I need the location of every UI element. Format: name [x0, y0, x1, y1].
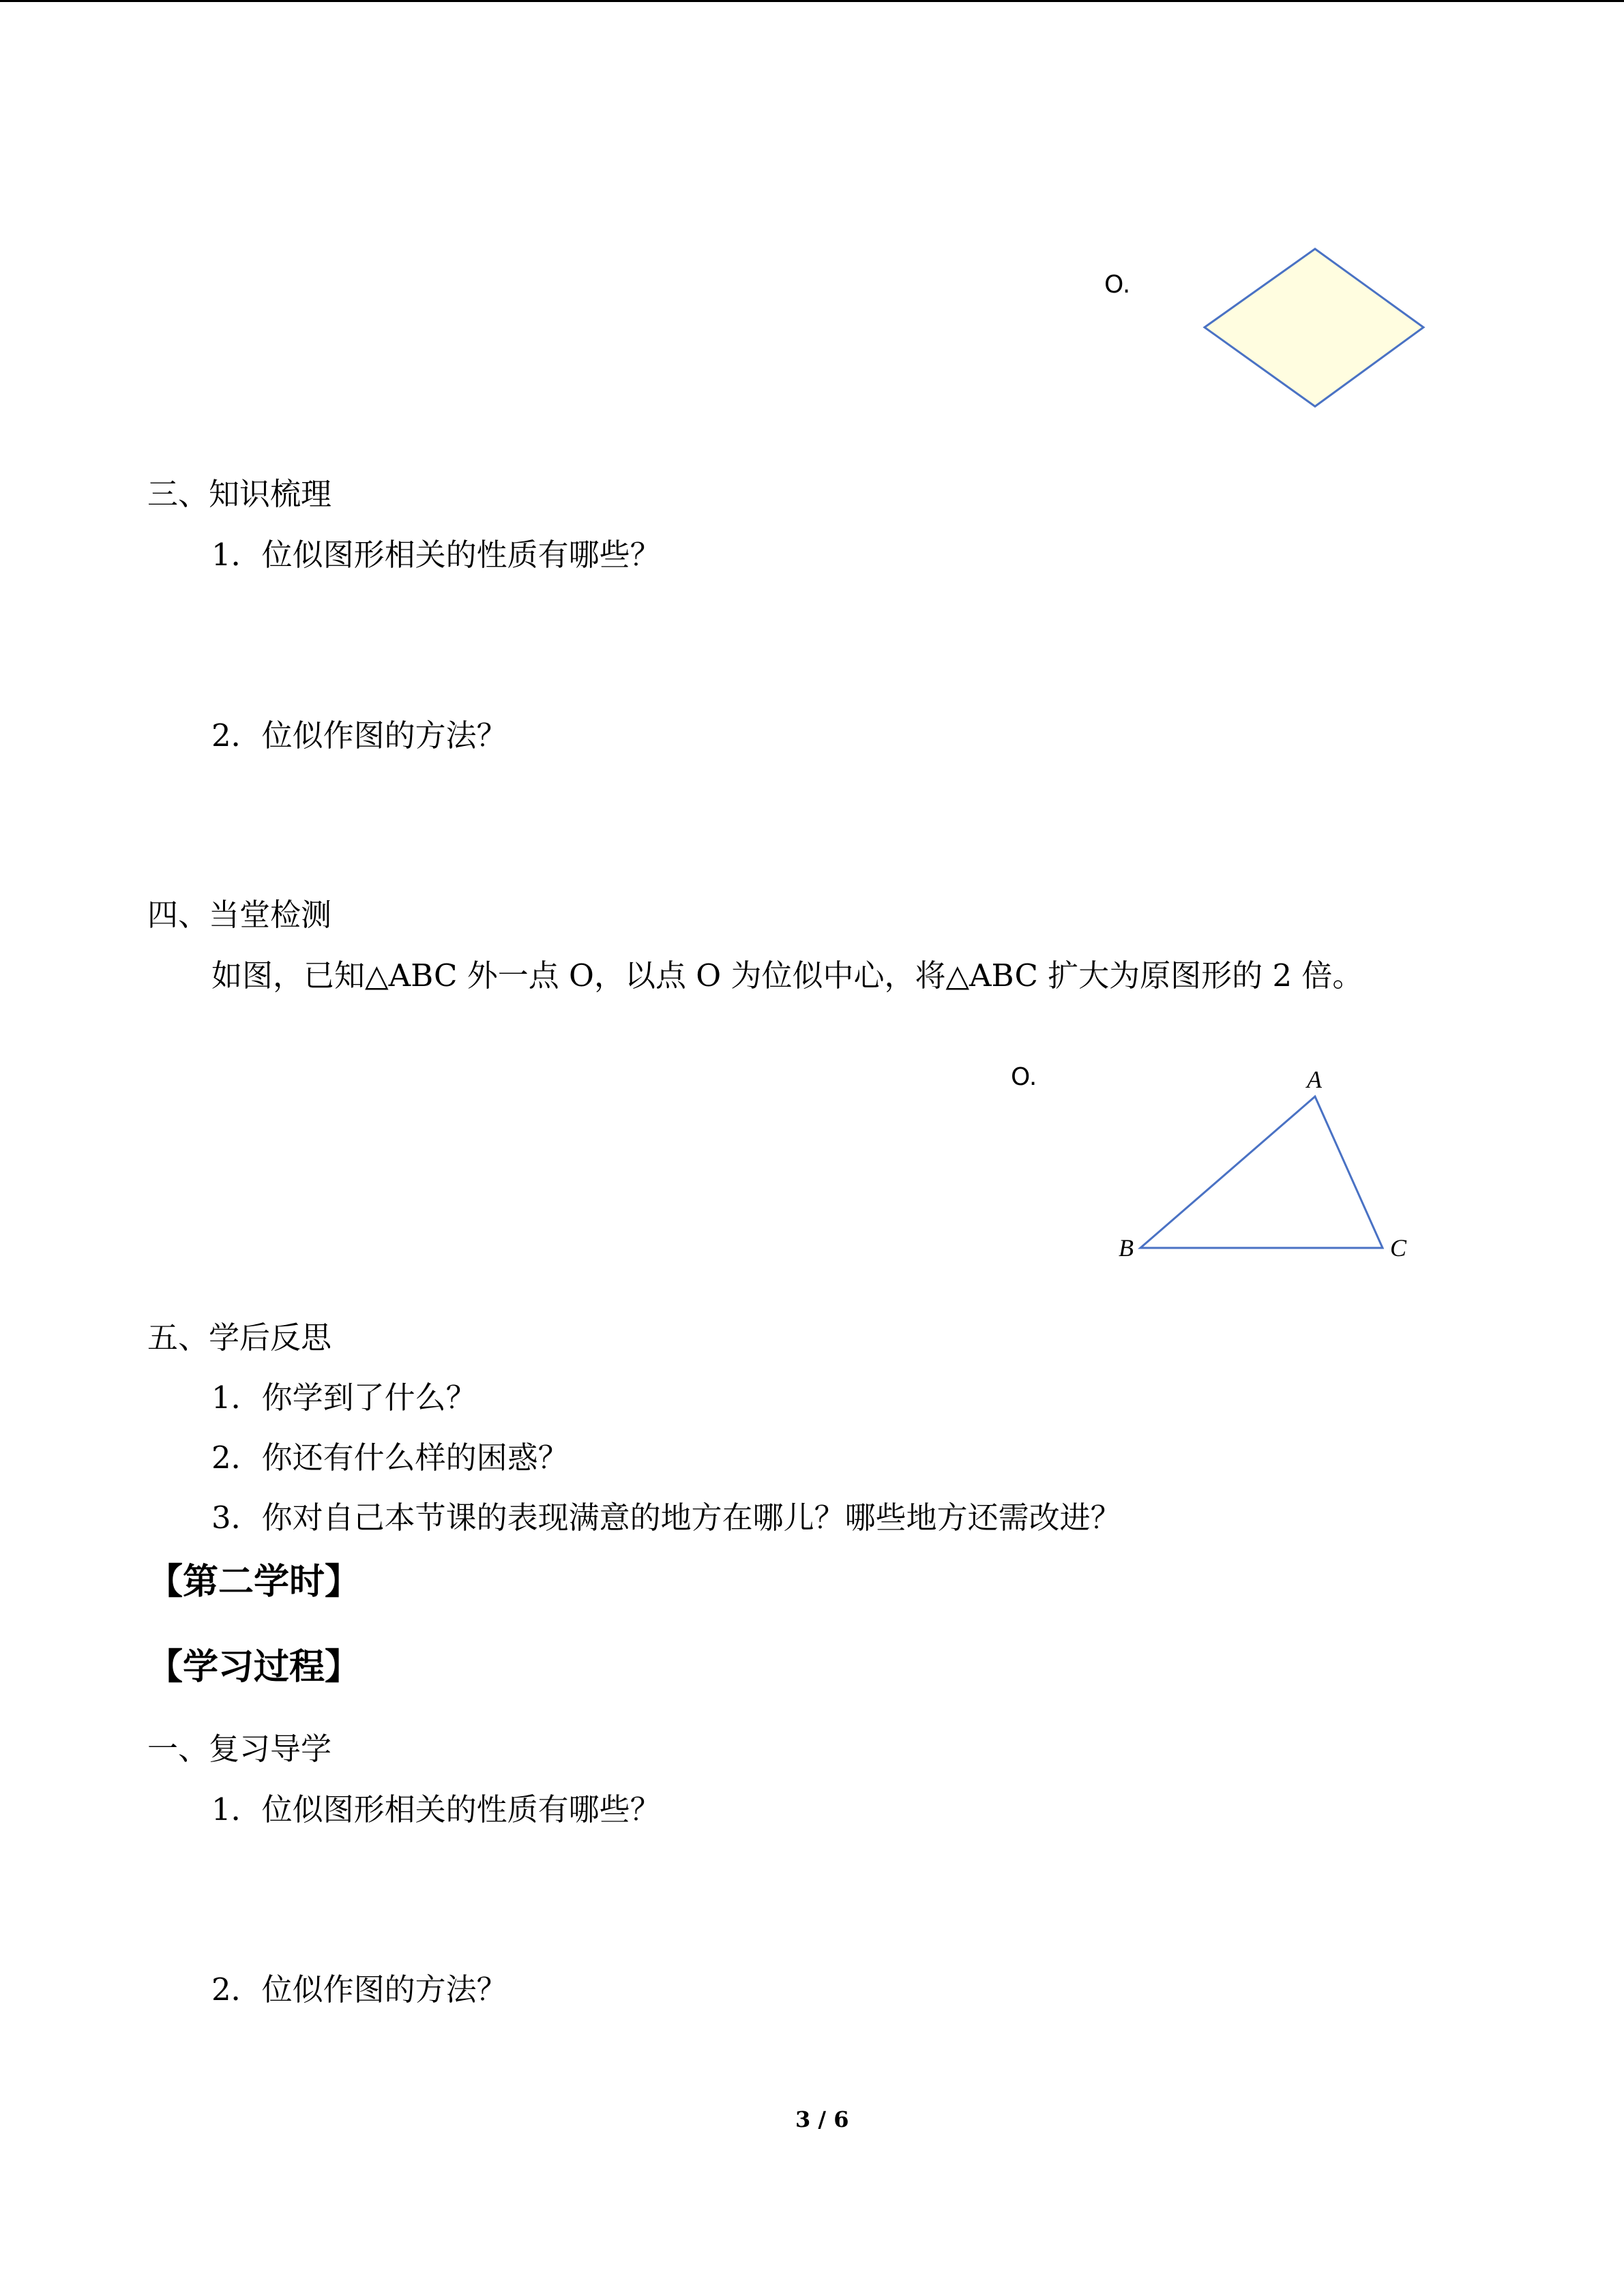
vertex-a-label: A [1307, 1066, 1322, 1093]
section5-title: 五、学后反思 [147, 1320, 332, 1356]
vertex-b-label: B [1119, 1234, 1134, 1262]
section4-problem-text: 如图，已知△ABC 外一点 O，以点 O 为位似中心，将△ABC 扩大为原图形的 2 倍。 [211, 957, 1363, 994]
section3-question-2: 2．位似作图的方法？ [211, 717, 507, 754]
figure2-point-o-label: O. [1011, 1063, 1037, 1091]
learning-process-heading: 【学习过程】 [147, 1647, 361, 1688]
section5-question-3: 3．你对自己本节课的表现满意的地方在哪儿？哪些地方还需改进？ [211, 1500, 1121, 1536]
second-lesson-heading: 【第二学时】 [147, 1562, 361, 1602]
page-number: 3 / 6 [795, 2106, 849, 2132]
review-question-1: 1．位似图形相关的性质有哪些？ [211, 1791, 661, 1828]
triangle-abc-shape [1140, 1097, 1383, 1248]
section5-question-1: 1．你学到了什么？ [211, 1380, 477, 1416]
section3-question-1: 1．位似图形相关的性质有哪些？ [211, 537, 661, 573]
section4-title: 四、当堂检测 [147, 897, 332, 933]
figure1-point-o-label: O. [1104, 271, 1131, 299]
review-section-title: 一、复习导学 [147, 1731, 332, 1767]
section5-question-2: 2．你还有什么样的困惑？ [211, 1440, 569, 1476]
section3-title: 三、知识梳理 [147, 476, 332, 512]
vertex-c-label: C [1390, 1234, 1407, 1262]
review-question-2: 2．位似作图的方法？ [211, 1971, 507, 2008]
